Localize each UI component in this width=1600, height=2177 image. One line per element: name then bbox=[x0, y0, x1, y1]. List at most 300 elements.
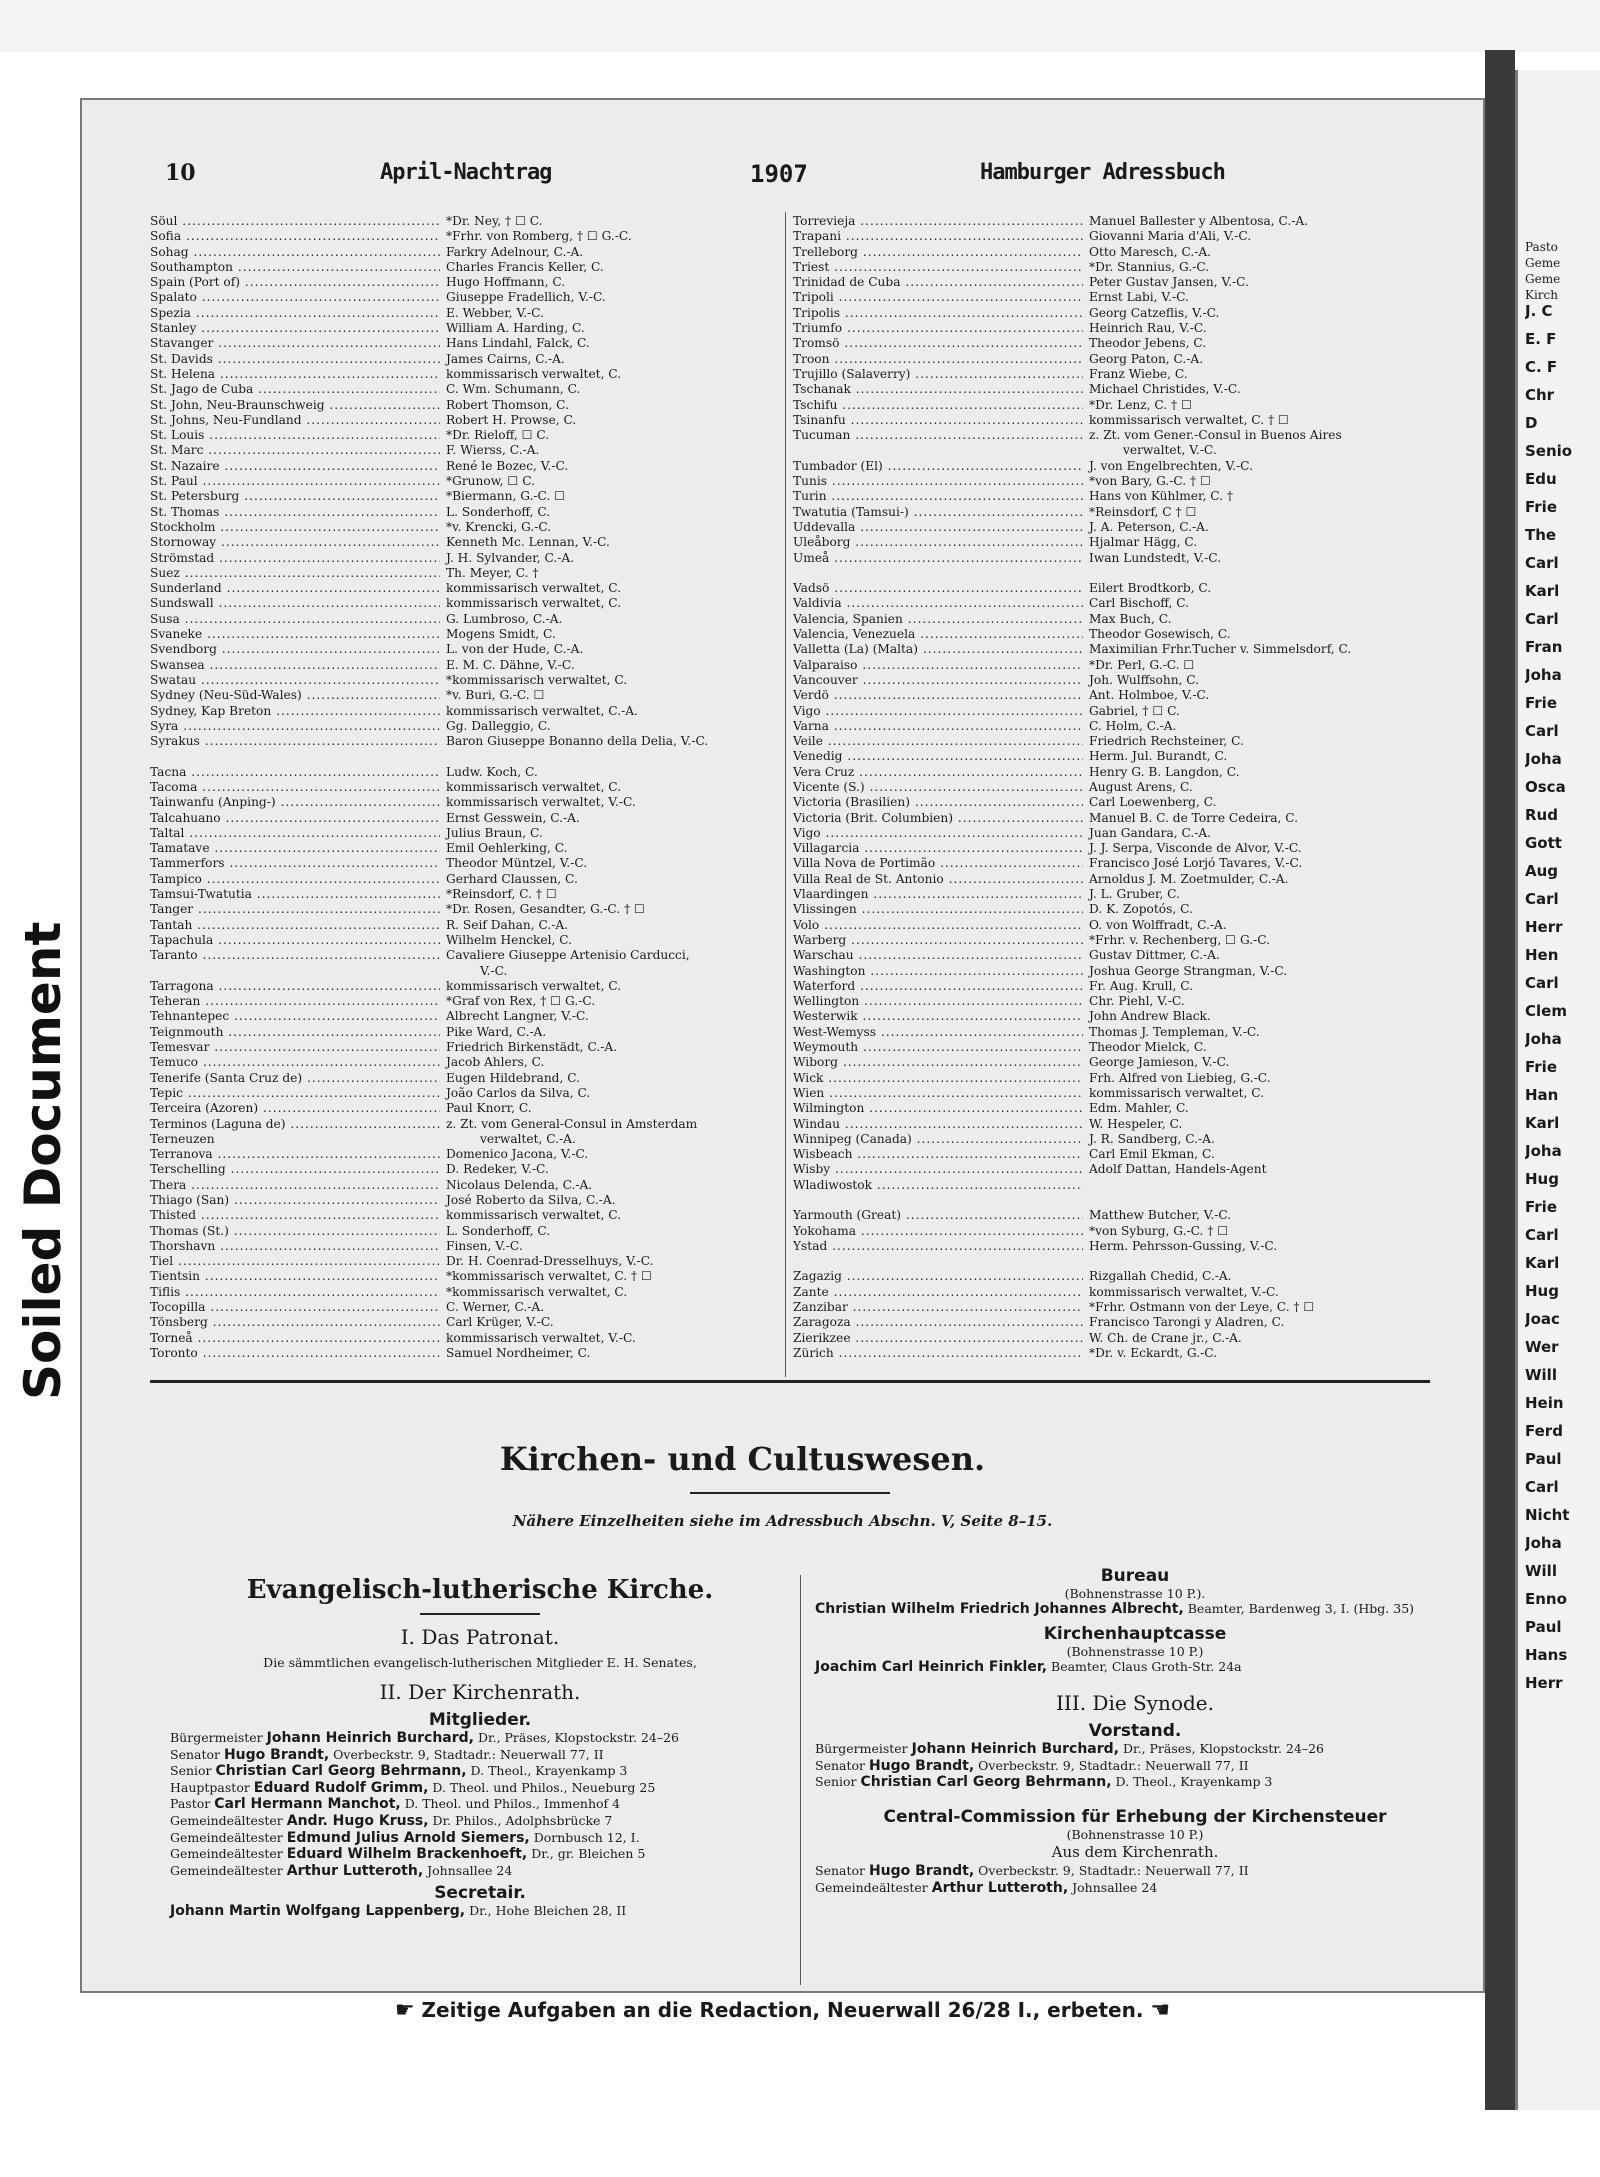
consul-entry: L. Sonderhoff, C. bbox=[446, 504, 551, 519]
section-heading: Kirchen- und Cultuswesen. bbox=[499, 1440, 986, 1478]
consul-entry: *Dr. Lenz, C. † ☐ bbox=[1089, 397, 1192, 412]
list-item bbox=[150, 887, 780, 902]
member-name: Johann Heinrich Burchard, bbox=[911, 1741, 1119, 1758]
consul-entry: John Andrew Black. bbox=[1089, 1009, 1211, 1024]
list-item bbox=[150, 520, 780, 535]
consul-entry: z. Zt. vom Gener.-Consul in Buenos Aires bbox=[1089, 428, 1342, 443]
commission-address: (Bohnenstrasse 10 P.) bbox=[1066, 1826, 1204, 1842]
list-item bbox=[793, 612, 1423, 627]
place-name: Söul ..... bbox=[150, 214, 440, 229]
place-name: Tamatave ..... bbox=[150, 841, 440, 856]
place-name: Terranova ..... bbox=[150, 1147, 440, 1162]
place-name: Tsinanfu ..... bbox=[793, 413, 1083, 428]
consul-entry: kommissarisch verwaltet, C. bbox=[446, 596, 622, 611]
adjacent-fragment: Frie bbox=[1525, 498, 1557, 516]
list-item bbox=[793, 673, 1423, 688]
consul-entry bbox=[440, 749, 780, 764]
column-divider bbox=[785, 212, 786, 1377]
place-name bbox=[793, 443, 1083, 458]
consul-entry bbox=[1083, 566, 1423, 581]
list-item bbox=[793, 964, 1423, 979]
place-name: Terminos (Laguna de) ..... bbox=[150, 1117, 440, 1132]
place-name: Vancouver ..... bbox=[793, 673, 1083, 688]
bureau-person-details: Beamter, Bardenweg 3, I. (Hbg. 35) bbox=[1187, 1601, 1415, 1616]
consul-entry: *Graf von Rex, † ☐ G.-C. bbox=[446, 994, 596, 1009]
list-item bbox=[150, 1025, 780, 1040]
consul-entry: kommissarisch verwaltet, C. bbox=[446, 366, 622, 381]
adjacent-fragment: Herr bbox=[1525, 918, 1563, 936]
consul-entry: Robert H. Prowse, C. bbox=[446, 412, 577, 427]
scan-binding-shadow bbox=[1485, 50, 1515, 2110]
adjacent-fragment: Carl bbox=[1525, 722, 1559, 740]
place-name: Zürich ..... bbox=[793, 1346, 1083, 1361]
member-details: D. Theol., Krayenkamp 3 bbox=[466, 1763, 628, 1779]
adjacent-fragment: Chr bbox=[1525, 386, 1555, 404]
member-name: Edmund Julius Arnold Siemers, bbox=[286, 1829, 530, 1846]
list-item bbox=[793, 780, 1423, 795]
list-item bbox=[150, 627, 780, 642]
list-item bbox=[150, 1162, 780, 1177]
consul-entry: Maximilian Frhr.Tucher v. Simmelsdorf, C. bbox=[1089, 642, 1352, 657]
list-item bbox=[150, 581, 780, 596]
list-item bbox=[150, 1315, 780, 1330]
commission-list bbox=[815, 1863, 1455, 1896]
consul-entry: *Dr. Stannius, G.-C. bbox=[1089, 259, 1210, 274]
list-item bbox=[793, 734, 1423, 749]
consul-entry: Hugo Hoffmann, C. bbox=[446, 275, 566, 290]
consul-entry: Hans von Kühlmer, C. † bbox=[1089, 489, 1233, 504]
place-name: Terschelling ..... bbox=[150, 1162, 440, 1177]
place-name: Warberg ..... bbox=[793, 933, 1083, 948]
member-role: Gemeindeältester bbox=[170, 1862, 287, 1878]
list-item bbox=[793, 566, 1423, 581]
list-item bbox=[150, 459, 780, 474]
place-name: Wellington ..... bbox=[793, 994, 1083, 1009]
consul-entry: Edm. Mahler, C. bbox=[1089, 1101, 1189, 1116]
member-name: Arthur Lutteroth, bbox=[286, 1862, 424, 1879]
list-item bbox=[793, 994, 1423, 1009]
consul-entry: Georg Catzeflis, V.-C. bbox=[1089, 305, 1220, 320]
adjacent-fragment: Hen bbox=[1525, 946, 1559, 964]
list-item bbox=[150, 474, 780, 489]
list-item bbox=[793, 443, 1423, 458]
list-item bbox=[150, 551, 780, 566]
consul-entry: José Roberto da Silva, C.-A. bbox=[446, 1193, 616, 1207]
consul-entry: J. J. Serpa, Visconde de Alvor, V.-C. bbox=[1089, 841, 1302, 856]
member-details: Johnsallee 24 bbox=[423, 1862, 513, 1878]
consul-entry: Friedrich Rechsteiner, C. bbox=[1089, 734, 1244, 749]
consul-entry: *kommissarisch verwaltet, C. bbox=[446, 1284, 628, 1299]
adjacent-fragment: Ferd bbox=[1525, 1422, 1563, 1440]
consul-entry: Joh. Wulffsohn, C. bbox=[1089, 672, 1200, 687]
adjacent-fragment: Fran bbox=[1525, 638, 1563, 656]
consul-entry: Jacob Ahlers, C. bbox=[446, 1055, 545, 1070]
member-entry bbox=[170, 1863, 790, 1880]
section-rule bbox=[150, 1380, 1430, 1383]
consul-entry: verwaltet, C.-A. bbox=[480, 1131, 576, 1146]
consul-entry: Ludw. Koch, C. bbox=[446, 764, 538, 779]
adjacent-fragment: Will bbox=[1525, 1562, 1557, 1580]
place-name: Torneå ..... bbox=[150, 1331, 440, 1346]
adjacent-fragment: Osca bbox=[1525, 778, 1566, 796]
adjacent-fragment: Han bbox=[1525, 1086, 1559, 1104]
consul-entry: Gustav Dittmer, C.-A. bbox=[1089, 948, 1220, 963]
list-item bbox=[793, 1254, 1423, 1269]
member-entry bbox=[170, 1780, 790, 1797]
list-item bbox=[793, 795, 1423, 810]
list-item bbox=[793, 428, 1423, 443]
consul-entry: C. Werner, C.-A. bbox=[446, 1300, 545, 1315]
place-name: Tenerife (Santa Cruz de) ..... bbox=[150, 1071, 440, 1086]
list-item bbox=[793, 1009, 1423, 1024]
place-name: Vera Cruz ..... bbox=[793, 765, 1083, 780]
member-entry bbox=[815, 1863, 1455, 1880]
list-item bbox=[150, 321, 780, 336]
member-name: Hugo Brandt, bbox=[868, 1757, 975, 1774]
place-name: Svaneke ..... bbox=[150, 627, 440, 642]
list-item bbox=[150, 352, 780, 367]
place-name: Tiel ..... bbox=[150, 1254, 440, 1269]
consul-entry: G. Lumbroso, C.-A. bbox=[446, 611, 563, 626]
member-name: Christian Carl Georg Behrmann, bbox=[215, 1763, 467, 1780]
consul-entry: Giuseppe Fradellich, V.-C. bbox=[446, 290, 606, 305]
footer-text: Zeitige Aufgaben an die Redaction, Neuerwall 26/28 I., erbeten. bbox=[421, 1998, 1144, 2022]
consul-entry: F. Wierss, C.-A. bbox=[446, 443, 540, 458]
member-details: Dornbusch 12, I. bbox=[529, 1829, 640, 1845]
consul-entry: George Jamieson, V.-C. bbox=[1089, 1055, 1230, 1070]
pointing-hand-icon: ☛ bbox=[394, 1998, 415, 2023]
list-item bbox=[150, 1101, 780, 1116]
place-name: St. John, Neu-Braunschweig ..... bbox=[150, 398, 440, 413]
list-item bbox=[793, 918, 1423, 933]
list-item bbox=[793, 1224, 1423, 1239]
list-item bbox=[793, 1239, 1423, 1254]
consul-entry: *Frhr. Ostmann von der Leye, C. † ☐ bbox=[1089, 1300, 1315, 1315]
consulate-list-left bbox=[150, 214, 780, 1361]
consul-entry bbox=[1083, 1178, 1423, 1193]
adjacent-fragment: Edu bbox=[1525, 470, 1557, 488]
list-item bbox=[150, 245, 780, 260]
list-item bbox=[793, 1300, 1423, 1315]
member-role: Gemeindeältester bbox=[170, 1829, 287, 1845]
consul-entry: Hans Lindahl, Falck, C. bbox=[446, 336, 590, 351]
place-name: Zaragoza ..... bbox=[793, 1315, 1083, 1330]
consul-entry: *Dr. v. Eckardt, G.-C. bbox=[1089, 1345, 1217, 1360]
place-name: Spain (Port of) ..... bbox=[150, 275, 440, 290]
place-name: Terneuzen bbox=[150, 1131, 215, 1146]
place-name: Teheran ..... bbox=[150, 994, 440, 1009]
consul-entry: Thomas J. Templeman, V.-C. bbox=[1089, 1024, 1260, 1039]
place-name: Toronto ..... bbox=[150, 1346, 440, 1361]
consul-entry: Pike Ward, C.-A. bbox=[446, 1024, 547, 1039]
list-item bbox=[793, 214, 1423, 229]
adjacent-fragment: Kirch bbox=[1525, 288, 1558, 302]
list-item bbox=[793, 841, 1423, 856]
place-name: Yokohama ..... bbox=[793, 1224, 1083, 1239]
list-item bbox=[793, 505, 1423, 520]
place-name: Thomas (St.) ..... bbox=[150, 1224, 440, 1239]
place-name: Tönsberg ..... bbox=[150, 1315, 440, 1330]
list-item bbox=[150, 1269, 780, 1284]
member-entry bbox=[815, 1774, 1455, 1791]
adjacent-fragment: J. C bbox=[1525, 302, 1553, 320]
consul-entry: Fr. Aug. Krull, C. bbox=[1089, 978, 1193, 993]
member-entry bbox=[815, 1758, 1455, 1775]
consul-entry: *Dr. Ney, † ☐ C. bbox=[446, 214, 543, 228]
list-item bbox=[150, 673, 780, 688]
consul-entry: Carl Loewenberg, C. bbox=[1089, 795, 1217, 810]
list-item bbox=[150, 275, 780, 290]
list-item bbox=[150, 535, 780, 550]
consul-entry: Herm. Jul. Burandt, C. bbox=[1089, 749, 1228, 764]
consul-entry: *v. Krencki, G.-C. bbox=[446, 519, 552, 534]
place-name: Vigo ..... bbox=[793, 704, 1083, 719]
place-name: Sofia ..... bbox=[150, 229, 440, 244]
member-details: Overbeckstr. 9, Stadtadr.: Neuerwall 77, II bbox=[974, 1757, 1249, 1773]
consul-entry: J. L. Gruber, C. bbox=[1089, 887, 1180, 902]
list-item bbox=[793, 321, 1423, 336]
list-item bbox=[150, 948, 780, 963]
place-name: Southampton ..... bbox=[150, 260, 440, 275]
list-item bbox=[150, 1132, 780, 1147]
list-item bbox=[150, 964, 780, 979]
consul-entry: Joshua George Strangman, V.-C. bbox=[1089, 963, 1288, 978]
place-name: Stornoway ..... bbox=[150, 535, 440, 550]
list-item bbox=[150, 1208, 780, 1223]
member-details: Dr. Philos., Adolphsbrücke 7 bbox=[428, 1812, 613, 1828]
list-item bbox=[150, 688, 780, 703]
list-item bbox=[150, 658, 780, 673]
consul-entry: Baron Giuseppe Bonanno della Delia, V.-C. bbox=[446, 734, 709, 749]
consul-entry: Arnoldus J. M. Zoetmulder, C.-A. bbox=[1089, 871, 1289, 886]
church-title-rule bbox=[420, 1613, 540, 1615]
place-name: Sohag ..... bbox=[150, 245, 440, 260]
consul-entry: Julius Braun, C. bbox=[446, 825, 543, 840]
member-role: Bürgermeister bbox=[170, 1730, 267, 1745]
place-name: Varna ..... bbox=[793, 719, 1083, 734]
place-name: Tantah ..... bbox=[150, 918, 440, 933]
member-entry bbox=[170, 1747, 790, 1764]
consul-entry: *Frhr. v. Rechenberg, ☐ G.-C. bbox=[1089, 932, 1271, 947]
place-name: Torrevieja ..... bbox=[793, 214, 1083, 229]
consul-entry: Manuel Ballester y Albentosa, C.-A. bbox=[1089, 214, 1309, 228]
list-item bbox=[150, 260, 780, 275]
list-item bbox=[793, 382, 1423, 397]
section-divider bbox=[800, 1575, 801, 1985]
book-title: Hamburger Adressbuch bbox=[980, 160, 1225, 185]
list-item bbox=[150, 994, 780, 1009]
place-name: Stockholm ..... bbox=[150, 520, 440, 535]
bureau-address: (Bohnenstrasse 10 P.). bbox=[1064, 1586, 1206, 1601]
member-name: Carl Hermann Manchot, bbox=[214, 1796, 401, 1813]
place-name: Valencia, Spanien ..... bbox=[793, 612, 1083, 627]
consul-entry: Franz Wiebe, C. bbox=[1089, 366, 1188, 381]
list-item bbox=[793, 581, 1423, 596]
adjacent-fragment: Hug bbox=[1525, 1170, 1559, 1188]
consul-entry: W. Ch. de Crane jr., C.-A. bbox=[1089, 1330, 1242, 1345]
consul-entry: Gerhard Claussen, C. bbox=[446, 871, 578, 886]
adjacent-fragment: Aug bbox=[1525, 862, 1559, 880]
consul-entry: *kommissarisch verwaltet, C. bbox=[446, 672, 628, 687]
adjacent-fragment: Carl bbox=[1525, 974, 1559, 992]
place-name: Stanley ..... bbox=[150, 321, 440, 336]
list-item bbox=[793, 1025, 1423, 1040]
place-name: Umeå ..... bbox=[793, 551, 1083, 566]
consul-entry: William A. Harding, C. bbox=[446, 321, 585, 336]
consul-entry: Kenneth Mc. Lennan, V.-C. bbox=[446, 535, 610, 550]
list-item bbox=[150, 1239, 780, 1254]
place-name: Thera ..... bbox=[150, 1178, 440, 1193]
bureau-heading: Bureau bbox=[1100, 1566, 1170, 1586]
place-name: Zagazig ..... bbox=[793, 1269, 1083, 1284]
list-item bbox=[793, 1315, 1423, 1330]
consul-entry: Herm. Pehrsson-Gussing, V.-C. bbox=[1089, 1238, 1278, 1253]
adjacent-fragment: Gott bbox=[1525, 834, 1562, 852]
consul-entry: Albrecht Langner, V.-C. bbox=[446, 1009, 589, 1024]
place-name: Terceira (Azoren) ..... bbox=[150, 1101, 440, 1116]
list-item bbox=[793, 596, 1423, 611]
place-name: Tacna ..... bbox=[150, 765, 440, 780]
consul-entry: *Reinsdorf, C † ☐ bbox=[1089, 504, 1197, 519]
list-item bbox=[150, 872, 780, 887]
patronat-text: Die sämmtlichen evangelisch-lutherischen Mitglieder E. H. Senates, bbox=[263, 1655, 697, 1670]
consul-entry: *Grunow, ☐ C. bbox=[446, 474, 535, 489]
page-header bbox=[165, 160, 1245, 190]
list-item bbox=[150, 382, 780, 397]
adjacent-fragment: Joha bbox=[1525, 750, 1562, 768]
place-name: Troon ..... bbox=[793, 352, 1083, 367]
list-item bbox=[150, 596, 780, 611]
place-name: Washington ..... bbox=[793, 964, 1083, 979]
church-title: Evangelisch-lutherische Kirche. bbox=[246, 1575, 714, 1605]
consul-entry: verwaltet, V.-C. bbox=[1123, 443, 1217, 458]
list-item bbox=[793, 704, 1423, 719]
list-item bbox=[150, 918, 780, 933]
member-details: D. Theol. und Philos., Immenhof 4 bbox=[400, 1796, 621, 1812]
place-name: Valparaiso ..... bbox=[793, 658, 1083, 673]
member-role: Senator bbox=[815, 1757, 869, 1773]
place-name: Veile ..... bbox=[793, 734, 1083, 749]
place-name: Suez ..... bbox=[150, 566, 440, 581]
section-title: April-Nachtrag bbox=[380, 160, 552, 185]
place-name: Wilmington ..... bbox=[793, 1101, 1083, 1116]
list-item bbox=[793, 1086, 1423, 1101]
list-item bbox=[793, 1269, 1423, 1284]
adjacent-fragment: Geme bbox=[1525, 272, 1561, 286]
list-item bbox=[793, 1285, 1423, 1300]
soiled-document-label: Soiled Document bbox=[14, 921, 72, 1400]
member-role: Gemeindeältester bbox=[170, 1846, 287, 1862]
place-name: Venedig ..... bbox=[793, 749, 1083, 764]
place-name: Tainwanfu (Anping-) ..... bbox=[150, 795, 440, 810]
place-name: Swatau ..... bbox=[150, 673, 440, 688]
place-name: Wisby ..... bbox=[793, 1162, 1083, 1177]
place-name: St. Petersburg ..... bbox=[150, 489, 440, 504]
pointing-hand-icon: ☚ bbox=[1150, 1998, 1171, 2023]
consul-entry: L. Sonderhoff, C. bbox=[446, 1223, 551, 1238]
list-item bbox=[793, 1178, 1423, 1193]
place-name: West-Wemyss ..... bbox=[793, 1025, 1083, 1040]
place-name: Uddevalla ..... bbox=[793, 520, 1083, 535]
list-item bbox=[150, 1300, 780, 1315]
consul-entry: Frh. Alfred von Liebieg, G.-C. bbox=[1089, 1070, 1271, 1085]
place-name: Ystad ..... bbox=[793, 1239, 1083, 1254]
place-name: Sundswall ..... bbox=[150, 596, 440, 611]
list-item bbox=[150, 1071, 780, 1086]
consul-entry: J. R. Sandberg, C.-A. bbox=[1089, 1131, 1215, 1146]
consul-entry: *von Bary, G.-C. † ☐ bbox=[1089, 474, 1211, 489]
place-name: Tunis ..... bbox=[793, 474, 1083, 489]
member-entry bbox=[170, 1730, 790, 1747]
consul-entry: Georg Paton, C.-A. bbox=[1089, 351, 1204, 366]
list-item bbox=[150, 826, 780, 841]
list-item bbox=[150, 612, 780, 627]
list-item bbox=[150, 398, 780, 413]
list-item bbox=[150, 1285, 780, 1300]
consul-entry: *v. Buri, G.-C. ☐ bbox=[446, 688, 545, 703]
place-name bbox=[150, 964, 440, 979]
place-name: St. Thomas ..... bbox=[150, 505, 440, 520]
place-name: Thiago (San) ..... bbox=[150, 1193, 440, 1208]
commission-from: Aus dem Kirchenrath. bbox=[1051, 1842, 1219, 1861]
place-name: Stavanger ..... bbox=[150, 336, 440, 351]
list-item bbox=[793, 749, 1423, 764]
place-name: Teignmouth ..... bbox=[150, 1025, 440, 1040]
list-item bbox=[150, 856, 780, 871]
consul-entry: Ernst Labi, V.-C. bbox=[1089, 290, 1189, 305]
place-name: Sydney, Kap Breton ..... bbox=[150, 704, 440, 719]
page-number: 10 bbox=[165, 160, 196, 186]
place-name: Villa Nova de Portimão ..... bbox=[793, 856, 1083, 871]
consul-entry: Dr. H. Coenrad-Dresselhuys, V.-C. bbox=[446, 1254, 654, 1269]
list-item bbox=[793, 642, 1423, 657]
list-item bbox=[793, 489, 1423, 504]
place-name: Uleåborg ..... bbox=[793, 535, 1083, 550]
list-item bbox=[150, 1331, 780, 1346]
place-name: Tucuman ..... bbox=[793, 428, 1083, 443]
member-name: Christian Carl Georg Behrmann, bbox=[860, 1774, 1112, 1791]
member-details: D. Theol. und Philos., Neueburg 25 bbox=[428, 1779, 656, 1795]
consul-entry: O. von Wolffradt, C.-A. bbox=[1089, 917, 1227, 932]
consul-entry: Juan Gandara, C.-A. bbox=[1089, 825, 1212, 840]
place-name: Spezia ..... bbox=[150, 306, 440, 321]
consul-entry: kommissarisch verwaltet, C. † ☐ bbox=[1089, 412, 1289, 427]
list-item bbox=[793, 474, 1423, 489]
consul-entry: *Dr. Rosen, Gesandter, G.-C. † ☐ bbox=[446, 902, 645, 917]
place-name: Tanger ..... bbox=[150, 902, 440, 917]
consul-entry: João Carlos da Silva, C. bbox=[446, 1085, 591, 1100]
place-name: Taltal ..... bbox=[150, 826, 440, 841]
list-item bbox=[793, 1208, 1423, 1223]
member-details: Overbeckstr. 9, Stadtadr.: Neuerwall 77, II bbox=[974, 1862, 1249, 1878]
place-name: Triest ..... bbox=[793, 260, 1083, 275]
consul-entry: Henry G. B. Langdon, C. bbox=[1089, 764, 1240, 779]
consul-entry: Hjalmar Hägg, C. bbox=[1089, 535, 1198, 550]
list-item bbox=[793, 1040, 1423, 1055]
adjacent-fragment: D bbox=[1525, 414, 1538, 432]
list-item bbox=[793, 535, 1423, 550]
place-name: Thisted ..... bbox=[150, 1208, 440, 1223]
consul-entry: Max Buch, C. bbox=[1089, 611, 1172, 626]
list-item bbox=[150, 229, 780, 244]
place-name: Zante ..... bbox=[793, 1285, 1083, 1300]
consul-entry: Heinrich Rau, V.-C. bbox=[1089, 321, 1207, 336]
list-item bbox=[793, 520, 1423, 535]
consul-entry: Matthew Butcher, V.-C. bbox=[1089, 1208, 1232, 1223]
consul-entry: Emil Oehlerking, C. bbox=[446, 841, 568, 856]
member-details: Dr., Präses, Klopstockstr. 24–26 bbox=[1119, 1741, 1324, 1757]
consul-entry: Giovanni Maria d'Ali, V.-C. bbox=[1089, 229, 1252, 244]
